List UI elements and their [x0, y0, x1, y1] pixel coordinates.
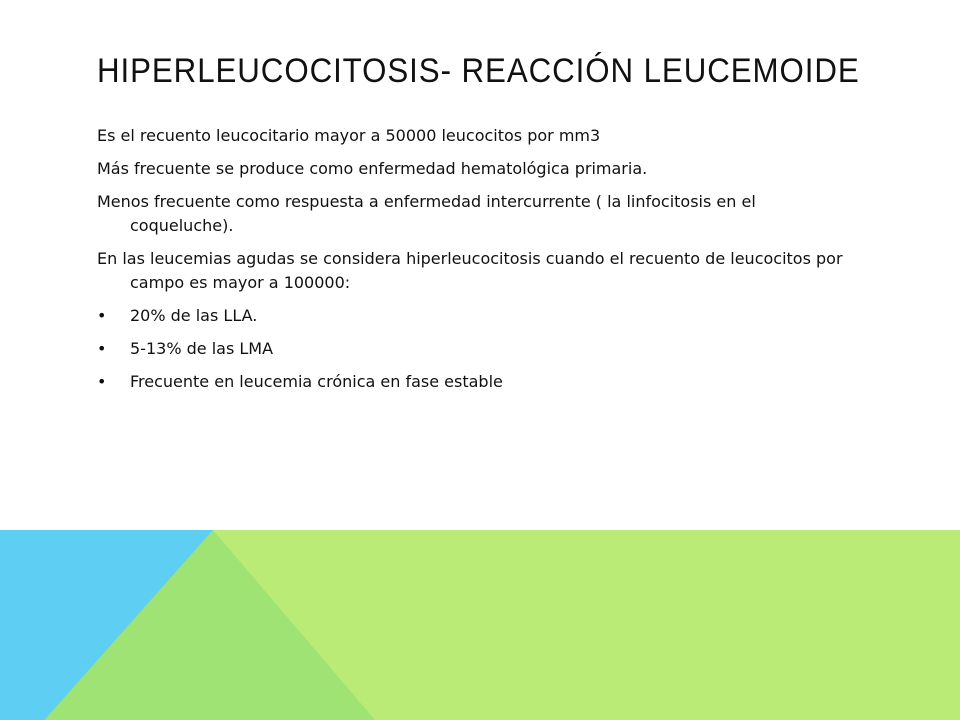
bullet-icon: • [97, 339, 107, 358]
bullet-item [97, 304, 857, 328]
bullet-icon: • [97, 372, 107, 391]
slide-title: HIPERLEUCOCITOSIS- REACCIÓN LEUCEMOIDE [97, 52, 860, 90]
decorative-color-band [0, 530, 960, 720]
bullet-icon: • [97, 306, 107, 325]
paragraph-definition: Es el recuento leucocitario mayor a 50000 leucocitos por mm3 [97, 126, 601, 145]
bullet-text: 20% de las LLA. [130, 306, 258, 325]
paragraph-acute-leukemia: En las leucemias agudas se considera hiperleucocitosis cuando el recuento de leucocitos por campo es mayor a 100000: [97, 249, 843, 292]
paragraph-frequent: Más frecuente se produce como enfermedad hematológica primaria. [97, 159, 648, 178]
bullet-item [97, 370, 857, 394]
bullet-item [97, 337, 857, 361]
slide-body [97, 124, 857, 403]
paragraph-less-frequent: Menos frecuente como respuesta a enfermedad intercurrente ( la linfocitosis en el coqueluche). [97, 192, 756, 235]
bullet-text: Frecuente en leucemia crónica en fase estable [130, 372, 503, 391]
bullet-text: 5-13% de las LMA [130, 339, 274, 358]
